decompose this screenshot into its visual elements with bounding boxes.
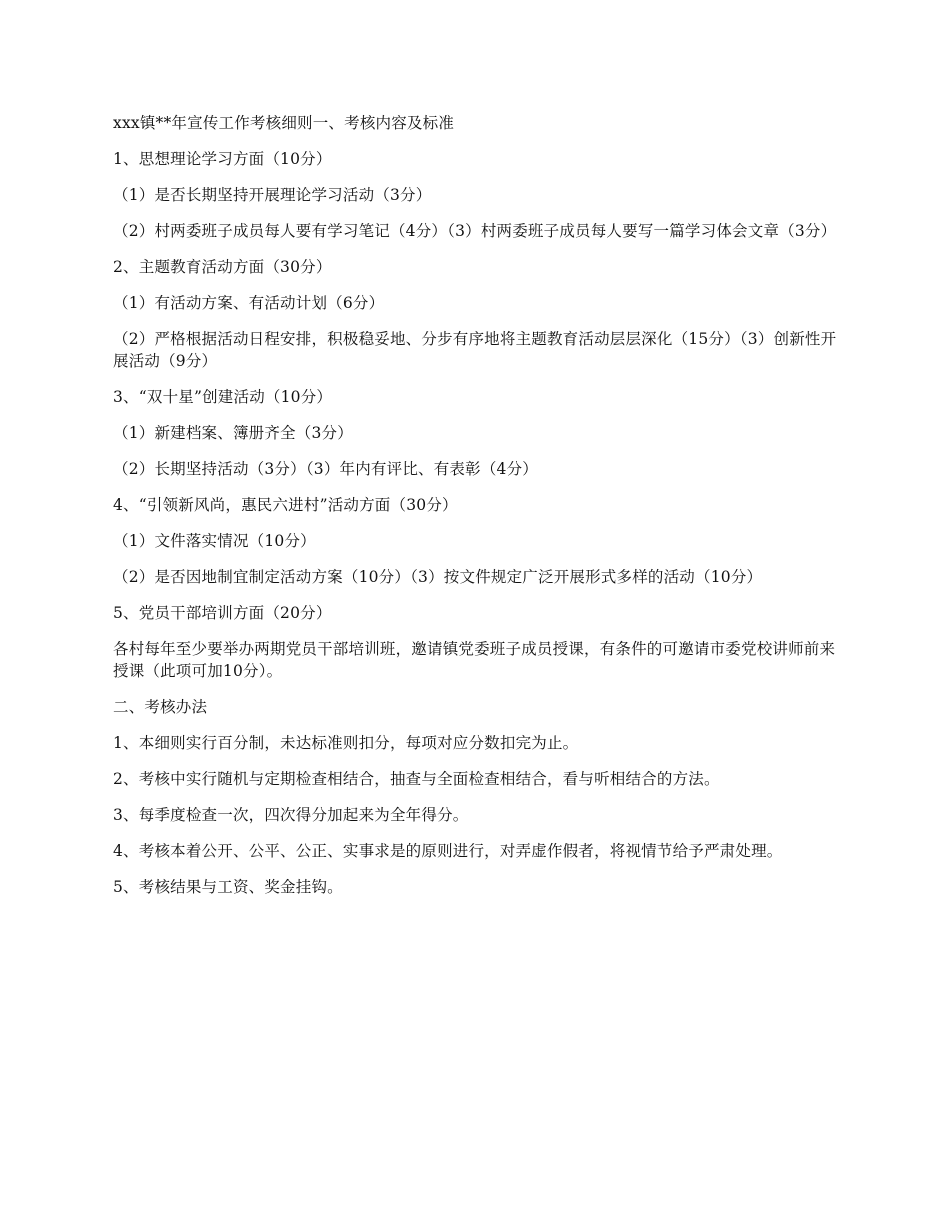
list-item: （2）村两委班子成员每人要有学习笔记（4分）（3）村两委班子成员每人要写一篇学习体会文章（3分） [113, 222, 837, 240]
list-item: （1）新建档案、簿册齐全（3分） [113, 424, 353, 442]
list-item: （2）严格根据活动日程安排，积极稳妥地、分步有序地将主题教育活动层层深化（15分）（3）创新性开展活动（9分） [113, 330, 837, 370]
section-heading: 2、主题教育活动方面（30分） [113, 258, 332, 276]
section-heading: 3、“双十星”创建活动（10分） [113, 388, 333, 406]
section-heading: 1、思想理论学习方面（10分） [113, 150, 332, 168]
list-item: 5、考核结果与工资、奖金挂钩。 [113, 878, 343, 896]
section-heading: 5、党员干部培训方面（20分） [113, 604, 332, 622]
list-item: 1、本细则实行百分制，未达标准则扣分，每项对应分数扣完为止。 [113, 734, 579, 752]
document-title: xxx镇**年宣传工作考核细则一、考核内容及标准 [113, 114, 455, 132]
document-body [113, 112, 841, 912]
list-item: （1）有活动方案、有活动计划（6分） [113, 294, 385, 312]
list-item: （1）是否长期坚持开展理论学习活动（3分） [113, 186, 432, 204]
section-heading: 二、考核办法 [113, 698, 208, 716]
section-heading: 4、“引领新风尚，惠民六进村”活动方面（30分） [113, 496, 458, 514]
list-item: （2）是否因地制宜制定活动方案（10分）（3）按文件规定广泛开展形式多样的活动（10分） [113, 568, 763, 586]
list-item: （2）长期坚持活动（3分）（3）年内有评比、有表彰（4分） [113, 460, 538, 478]
list-item: 3、每季度检查一次，四次得分加起来为全年得分。 [113, 806, 469, 824]
list-item: （1）文件落实情况（10分） [113, 532, 316, 550]
list-item: 2、考核中实行随机与定期检查相结合，抽查与全面检查相结合，看与听相结合的方法。 [113, 770, 720, 788]
list-item: 4、考核本着公开、公平、公正、实事求是的原则进行，对弄虚作假者，将视情节给予严肃处理。 [113, 842, 783, 860]
body-paragraph: 各村每年至少要举办两期党员干部培训班，邀请镇党委班子成员授课，有条件的可邀请市委党校讲师前来授课（此项可加10分）。 [113, 640, 836, 680]
